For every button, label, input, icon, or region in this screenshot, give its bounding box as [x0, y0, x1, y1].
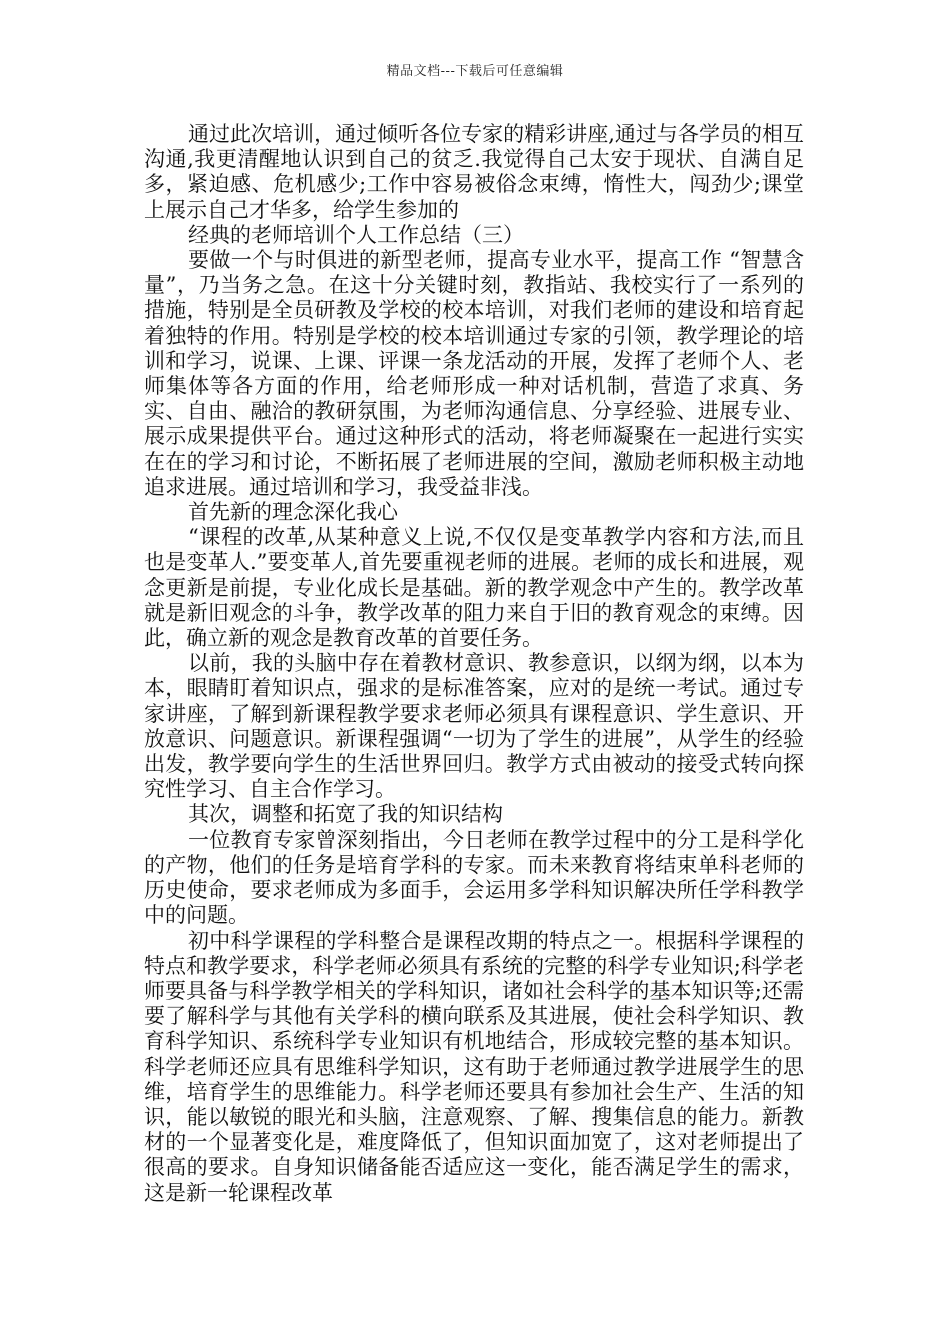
paragraph: 以前，我的头脑中存在着教材意识、教参意识，以纲为纲，以本为本，眼睛盯着知识点，强求的是标准答案，应对的是统一考试。通过专家讲座，了解到新课程教学要求老师必须具有课程意识、学生意识、开放意识、问题意识。新课程强调“一切为了学生的进展”，从学生的经验出发，教学要向学生的生活世界回归。教学方式由被动的接受式转向探究性学习、自主合作学习。	[144, 651, 804, 802]
section-heading: 其次，调整和拓宽了我的知识结构	[188, 802, 503, 827]
section-heading: 首先新的理念深化我心	[188, 500, 398, 525]
document-body	[144, 122, 804, 1206]
section-title: 经典的老师培训个人工作总结（三）	[188, 222, 524, 247]
paragraph: “课程的改革,从某种意义上说,不仅仅是变革教学内容和方法,而且也是变革人.”要变革人,首先要重视老师的进展。老师的成长和进展，观念更新是前提，专业化成长是基础。新的教学观念中产生的。教学改革就是新旧观念的斗争，教学改革的阻力来自于旧的教育观念的束缚。因此，确立新的观念是教育改革的首要任务。	[144, 525, 804, 651]
paragraph: 初中科学课程的学科整合是课程改期的特点之一。根据科学课程的特点和教学要求，科学老师必须具有系统的完整的科学专业知识;科学老师要具备与科学教学相关的学科知识，诸如社会科学的基本知识等;还需要了解科学与其他有关学科的横向联系及其进展，使社会科学知识、教育科学知识、系统科学专业知识有机地结合，形成较完整的基本知识。科学老师还应具有思维科学知识，这有助于老师通过教学进展学生的思维，培育学生的思维能力。科学老师还要具有参加社会生产、生活的知识，能以敏锐的眼光和头脑，注意观察、了解、搜集信息的能力。新教材的一个显著变化是，难度降低了，但知识面加宽了，这对老师提出了很高的要求。自身知识储备能否适应这一变化，能否满足学生的需求，这是新一轮课程改革	[144, 928, 804, 1205]
paragraph: 通过此次培训，通过倾听各位专家的精彩讲座,通过与各学员的相互沟通,我更清醒地认识到自己的贫乏.我觉得自己太安于现状、自满自足多，紧迫感、危机感少;工作中容易被俗念束缚，惰性大，闯劲少;课堂上展示自己才华多，给学生参加的	[144, 122, 804, 222]
paragraph: 一位教育专家曾深刻指出，今日老师在教学过程中的分工是科学化的产物，他们的任务是培育学科的专家。而未来教育将结束单科老师的历史使命，要求老师成为多面手，会运用多学科知识解决所任学科教学中的问题。	[144, 827, 804, 928]
page-header: 精品文档---下载后可任意编辑	[386, 64, 564, 79]
paragraph: 要做一个与时俱进的新型老师，提高专业水平，提高工作 “智慧含量”，乃当务之急。在这十分关键时刻，教指站、我校实行了一系列的措施，特别是全员研教及学校的校本培训，对我们老师的建设和培育起着独特的作用。特别是学校的校本培训通过专家的引领，教学理论的培训和学习，说课、上课、评课一条龙活动的开展，发挥了老师个人、老师集体等各方面的作用，给老师形成一种对话机制，营造了求真、务实、自由、融洽的教研氛围，为老师沟通信息、分享经验、进展专业、展示成果提供平台。通过这种形式的活动，将老师凝聚在一起进行实实在在的学习和讨论，不断拓展了老师进展的空间，激励老师积极主动地追求进展。通过培训和学习，我受益非浅。	[144, 248, 804, 499]
